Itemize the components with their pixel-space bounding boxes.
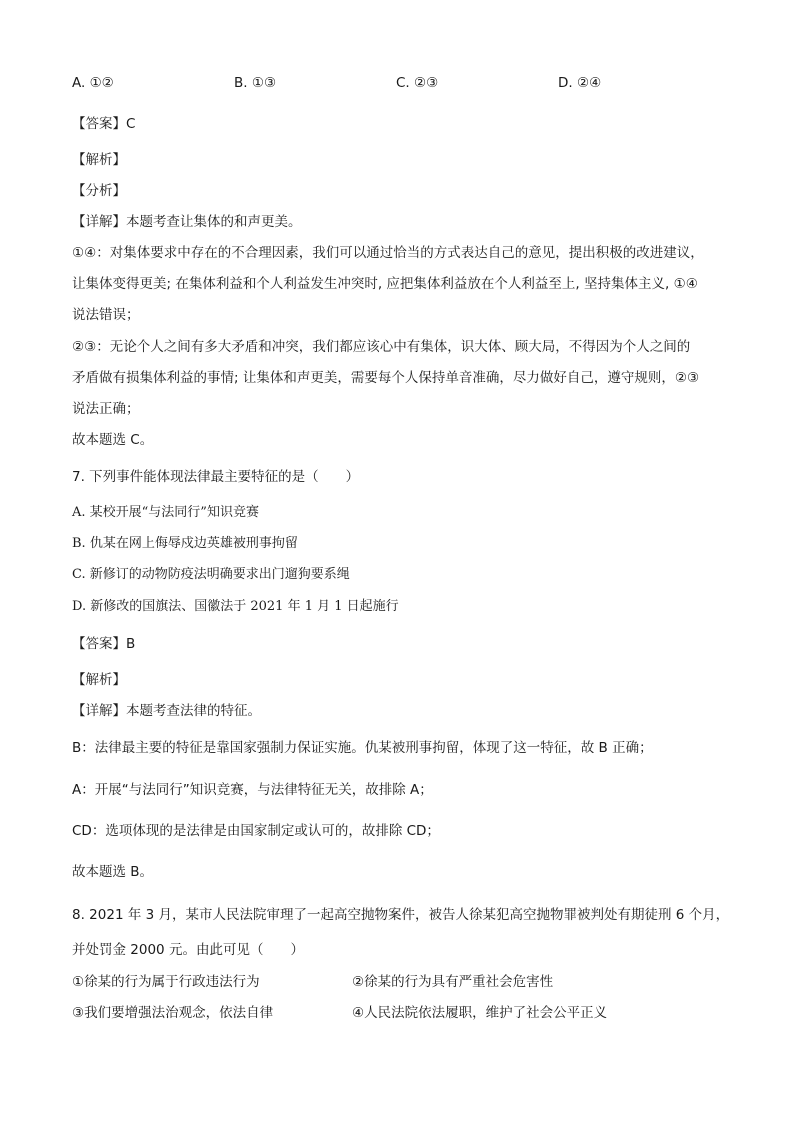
q8-option-4: ④人民法院依法履职，维护了社会公平正义 (352, 1005, 608, 1021)
q7-answer: 【答案】B (72, 636, 136, 652)
q6-conclusion: 故本题选 C。 (72, 432, 154, 448)
q6-para1-line3: 说法错误； (72, 307, 140, 323)
q7-option-c: C. 新修订的动物防疫法明确要求出门遛狗要系绳 (72, 567, 350, 582)
q6-para2-line1: ②③：无论个人之间有多大矛盾和冲突，我们都应该心中有集体，识大体、顾大局，不得因为个人之间的 (72, 339, 691, 355)
q7-question: 7. 下列事件能体现法律最主要特征的是（ ） (72, 469, 360, 485)
q7-option-d: D. 新修改的国旗法、国徽法于 2021 年 1 月 1 日起施行 (72, 599, 399, 614)
option-d: D. ②④ (558, 75, 602, 91)
q6-answer: 【答案】C (72, 116, 136, 132)
q6-fenxi-label: 【分析】 (72, 183, 126, 199)
option-c: C. ②③ (396, 75, 439, 91)
q7-explain-cd: CD：选项体现的是法律是由国家制定或认可的，故排除 CD； (72, 823, 440, 839)
q8-option-3: ③我们要增强法治观念，依法自律 (72, 1005, 274, 1021)
q6-detail: 【详解】本题考查让集体的和声更美。 (72, 214, 302, 230)
q6-analysis-label: 【解析】 (72, 152, 126, 168)
q8-option-2: ②徐某的行为具有严重社会危害性 (352, 974, 554, 990)
q6-para1-line2: 让集体变得更美; 在集体利益和个人利益发生冲突时, 应把集体利益放在个人利益至上, 坚持集体主义, ①④ (72, 276, 698, 292)
option-b: B. ①③ (234, 75, 277, 91)
q7-detail: 【详解】本题考查法律的特征。 (72, 703, 261, 719)
q7-conclusion: 故本题选 B。 (72, 864, 154, 880)
q7-explain-b: B：法律最主要的特征是靠国家强制力保证实施。仇某被刑事拘留，体现了这一特征，故 B 正确； (72, 740, 653, 756)
option-a: A. ①② (72, 75, 114, 91)
q8-question-line1: 8. 2021 年 3 月，某市人民法院审理了一起高空抛物案件，被告人徐某犯高空抛物罪被判处有期徒刑 6 个月， (72, 907, 730, 923)
q7-option-b: B. 仇某在网上侮辱戍边英雄被刑事拘留 (72, 536, 298, 551)
q6-para2-line2: 矛盾做有损集体利益的事情; 让集体和声更美，需要每个人保持单音准确，尽力做好自己，遵守规则，②③ (72, 370, 700, 386)
q7-explain-a: A：开展“与法同行”知识竞赛，与法律特征无关，故排除 A； (72, 782, 433, 798)
q7-option-a: A. 某校开展“与法同行”知识竞赛 (72, 505, 259, 520)
q8-option-1: ①徐某的行为属于行政违法行为 (72, 974, 260, 990)
q6-para2-line3: 说法正确； (72, 401, 140, 417)
q6-para1-line1: ①④：对集体要求中存在的不合理因素，我们可以通过恰当的方式表达自己的意见，提出积极的改进建议， (72, 245, 704, 261)
q7-analysis-label: 【解析】 (72, 672, 126, 688)
q8-question-line2: 并处罚金 2000 元。由此可见（ ） (72, 942, 304, 958)
